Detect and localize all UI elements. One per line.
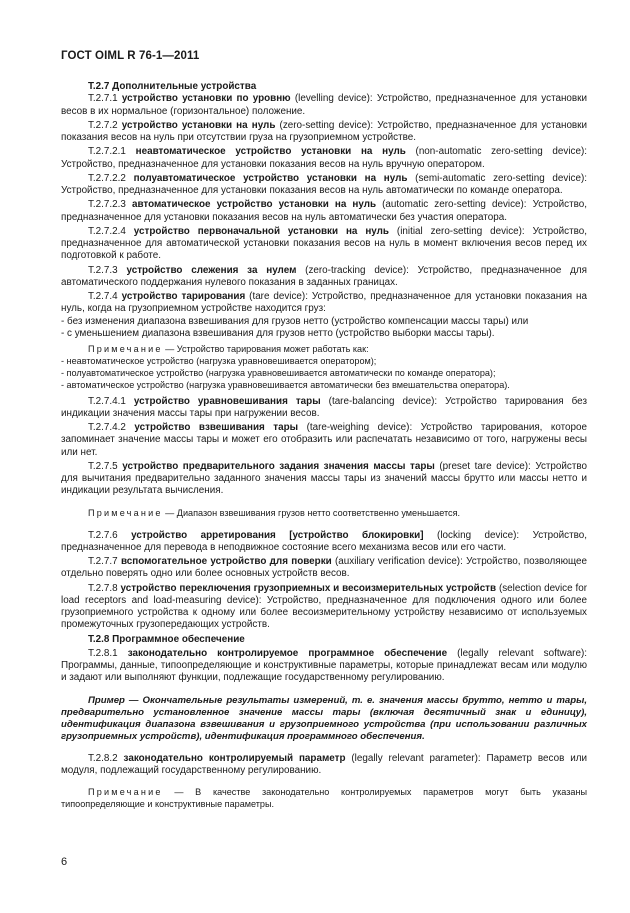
clause: T.2.7.4.1 устройство уравновешивания тары (tare-balancing device): Устройство тарирования без индикации значения массы тары при нагружении весов.: [61, 395, 587, 419]
clause: T.2.7.3 устройство слежения за нулем (zero-tracking device): Устройство, предназначенное для автоматического поддержания нулевого показания в заданных границах.: [61, 264, 588, 288]
clause: T.2.7.2.4 устройство первоначальной установки на нуль (initial zero-setting device): Устройство, предназначенное для автоматической установки показания весов на нуль в момент включения весов перед их подготовкой к работе.: [61, 225, 587, 262]
note-label: Примечание: [88, 507, 163, 518]
clause: T.2.7.4 устройство тарирования (tare device): Устройство, предназначенное для установки показания на нуль, когда на грузоприемном устройстве находится груз:: [61, 291, 587, 315]
clause: T.2.7.2.3 автоматическое устройство установки на нуль (automatic zero-setting device): Устройство, предназначенное для установки показания весов на нуль автоматически без участия оператора.: [61, 199, 588, 223]
example-block: Пример — Окончательные результаты измерений, т. е. значения массы брутто, нетто и тары, предварительно установленное значение массы тары (включая десятичный знак и единицу), идентификация диапазона взвешивания и грузоприемного устройства (при использовании различных грузоприемных устройств), идентификация программного обеспечения.: [61, 694, 587, 742]
clause: T.2.7.1 устройство установки по уровню (levelling device): Устройство, предназначенное для установки весов в их нормальное (горизонтальное) положение.: [61, 93, 588, 117]
document-header: ГОСТ OIML R 76-1—2011: [61, 50, 200, 62]
note-list-item: - полуавтоматическое устройство (нагрузка уравновешивается автоматически по команде оператора);: [61, 367, 496, 378]
section-heading: T.2.7 Дополнительные устройства: [88, 81, 257, 92]
note: Примечание — Диапазон взвешивания грузов нетто соответственно уменьшается.: [88, 507, 461, 518]
note: Примечание — В качестве законодательно контролируемых параметров могут быть указаны типоопределяющие и конструктивные параметры.: [61, 787, 587, 809]
clause: T.2.8.2 законодательно контролируемый параметр (legally relevant parameter): Параметр весов или модуля, подлежащий государственному регулированию.: [61, 752, 587, 776]
document-body: [61, 81, 587, 811]
page-number: 6: [61, 856, 68, 868]
clause: T.2.8.1 законодательно контролируемое программное обеспечение (legally relevant software): Программы, данные, типоопределяющие и конструктивные параметры, которые принадлежат весам или модулю и задают или выполняют функции, подлежащие государственному регулированию.: [61, 647, 587, 684]
clause: T.2.7.4.2 устройство взвешивания тары (tare-weighing device): Устройство тарирования, которое запоминает значение массы тары и может его отобразить или распечатать независимо от того, нагружены весы или нет.: [61, 422, 587, 458]
list-item: - без изменения диапазона взвешивания для грузов нетто (устройство компенсации массы тары) или: [61, 315, 529, 327]
clause: T.2.7.2.2 полуавтоматическое устройство установки на нуль (semi-automatic zero-setting device): Устройство, предназначенное для установки показания весов на нуль автоматически по команде оператора.: [61, 172, 587, 196]
note: Примечание — Устройство тарирования может работать как: - неавтоматическое устройство (нагрузка уравновешивается оператором); - полуавтоматическое устройство (нагрузка уравновешивается автоматически по команде оператора); - автоматическое устройство (нагрузка уравновешивается автоматически без вмешательства оператора).: [61, 344, 587, 392]
clause: T.2.7.2.1 неавтоматическое устройство установки на нуль (non-automatic zero-setting device): Устройство, предназначенное для установки показания весов на нуль вручную оператором.: [61, 146, 588, 170]
clause: T.2.7.8 устройство переключения грузоприемных и весоизмерительных устройств (selection device for load receptors and load-measuring device): Устройство, предназначенное для подключения одного или более грузоприемного устройства к одному или более весоизмерительному устройству независимо от используемых промежуточных грузопередающих устройств.: [61, 582, 587, 631]
note-list-item: - неавтоматическое устройство (нагрузка уравновешивается оператором);: [61, 355, 377, 366]
clause: T.2.7.7 вспомогательное устройство для поверки (auxiliary verification device): Устройство, позволяющее отдельно поверять одно или более основных устройств весов.: [61, 556, 587, 580]
clause: T.2.7.2 устройство установки на нуль (zero-setting device): Устройство, предназначенное для установки показания весов на нуль при отсутствии груза на грузоприемном устройстве.: [61, 119, 588, 143]
clause: T.2.7.5 устройство предварительного задания значения массы тары (preset tare device): Устройство для вычитания предварительно заданного значения массы тары из значений массы брутто или массы нетто и индикации результата вычисления.: [61, 460, 588, 497]
section-heading: T.2.8 Программное обеспечение: [88, 633, 245, 645]
list-item: - с уменьшением диапазона взвешивания для грузов нетто (устройство выборки массы тары).: [61, 327, 495, 339]
note-label: Примечание: [88, 344, 163, 354]
note-list-item: - автоматическое устройство (нагрузка уравновешивается автоматически без вмешательства оператора).: [61, 379, 510, 390]
note-label: Примечание: [88, 787, 163, 798]
clause: T.2.7.6 устройство арретирования [устройство блокировки] (locking device): Устройство, предназначенное для перевода в неподвижное состояние всего механизма весов или его части.: [61, 529, 588, 553]
